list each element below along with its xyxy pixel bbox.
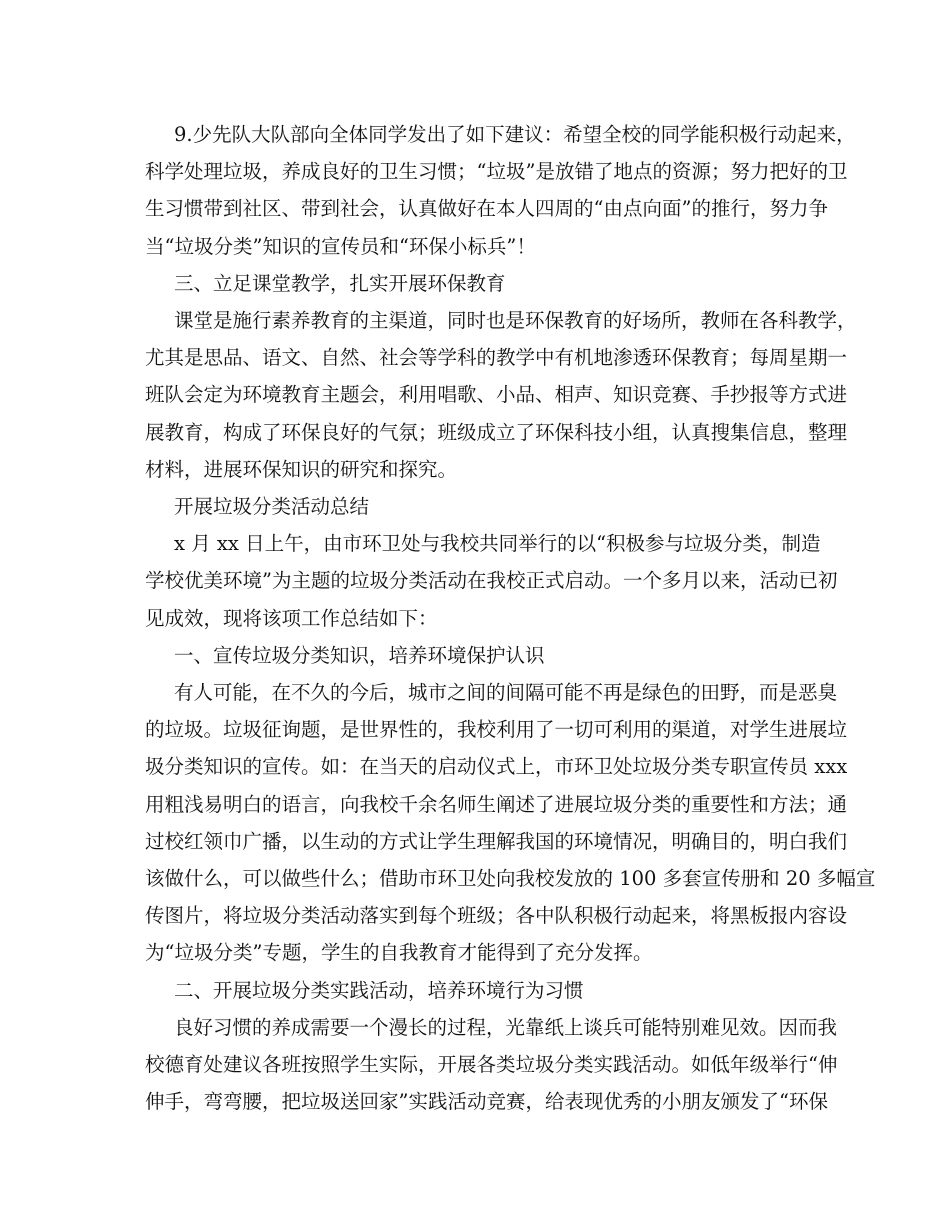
text-line: 课堂是施行素养教育的主渠道，同时也是环保教育的好场所，教师在各科教学， — [174, 309, 857, 333]
section-heading-practice — [145, 972, 825, 1009]
text-line: 过校红领巾广播，以生动的方式让学生理解我国的环境情况，明确目的，明白我们 — [145, 829, 848, 853]
text-line: 圾分类知识的宣传。如：在当天的启动仪式上，市环卫处垃圾分类专职宣传员 xxx — [145, 755, 848, 779]
text-line: 三、立足课堂教学，扎实开展环保教育 — [174, 271, 506, 295]
paragraph-publicity — [145, 674, 876, 972]
text-line: 学校优美环境”为主题的垃圾分类活动在我校正式启动。一个多月以来，活动已初 — [145, 569, 838, 593]
text-line: 校德育处建议各班按照学生实际，开展各类垃圾分类实践活动。如低年级举行“伸 — [145, 1053, 838, 1077]
section-heading-classroom — [145, 265, 825, 302]
text-line: 伸手，弯弯腰，把垃圾送回家”实践活动竞赛，给表现优秀的小朋友颁发了“环保 — [145, 1090, 828, 1114]
text-line: 材料，进展环保知识的研究和探究。 — [145, 457, 458, 481]
paragraph-suggestion — [145, 116, 856, 265]
text-line: 良好习惯的养成需要一个漫长的过程，光靠纸上谈兵可能特别难见效。因而我 — [174, 1015, 838, 1039]
text-line: 班队会定为环境教育主题会，利用唱歌、小品、相声、知识竞赛、手抄报等方式进 — [145, 383, 848, 407]
paragraph-intro — [145, 525, 838, 637]
text-line: 展教育，构成了环保良好的气氛；班级成立了环保科技小组，认真搜集信息，整理 — [145, 420, 848, 444]
text-line: 当“垃圾分类”知识的宣传员和“环保小标兵”！ — [145, 234, 536, 258]
text-line: 用粗浅易明白的语言，向我校千余名师生阐述了进展垃圾分类的重要性和方法；通 — [145, 792, 848, 816]
text-line: 有人可能，在不久的今后，城市之间的间隔可能不再是绿色的田野，而是恶臭 — [174, 681, 838, 705]
text-line: 9.少先队大队部向全体同学发出了如下建议：希望全校的同学能积极行动起来， — [174, 123, 856, 146]
paragraph-classroom — [145, 302, 857, 488]
document-title — [145, 488, 825, 525]
text-line: 的垃圾。垃圾征询题，是世界性的，我校利用了一切可利用的渠道，对学生进展垃 — [145, 718, 848, 742]
paragraph-practice — [145, 1009, 838, 1121]
text-line: 生习惯带到社区、带到社会，认真做好在本人四周的“由点向面”的推行，努力争 — [145, 197, 828, 221]
text-line: 该做什么，可以做些什么；借助市环卫处向我校发放的 100 多套宣传册和 20 多幅宣 — [145, 867, 876, 891]
text-line: 见成效，现将该项工作总结如下： — [145, 606, 438, 630]
section-heading-publicity — [145, 637, 825, 674]
document-body — [145, 116, 876, 1120]
text-line: 一、宣传垃圾分类知识，培养环境保护认识 — [174, 643, 545, 667]
text-line: 传图片，将垃圾分类活动落实到每个班级；各中队积极行动起来，将黑板报内容设 — [145, 904, 848, 928]
text-line: 科学处理垃圾，养成良好的卫生习惯；“垃圾”是放错了地点的资源；努力把好的卫 — [145, 160, 848, 184]
text-line: 为“垃圾分类”专题，学生的自我教育才能得到了充分发挥。 — [145, 941, 653, 965]
text-line: x 月 xx 日上午，由市环卫处与我校共同举行的以“积极参与垃圾分类，制造 — [174, 532, 821, 556]
text-line: 尤其是思品、语文、自然、社会等学科的教学中有机地渗透环保教育；每周星期一 — [145, 346, 848, 370]
text-line: 二、开展垃圾分类实践活动，培养环境行为习惯 — [174, 978, 584, 1002]
text-line: 开展垃圾分类活动总结 — [174, 495, 370, 519]
